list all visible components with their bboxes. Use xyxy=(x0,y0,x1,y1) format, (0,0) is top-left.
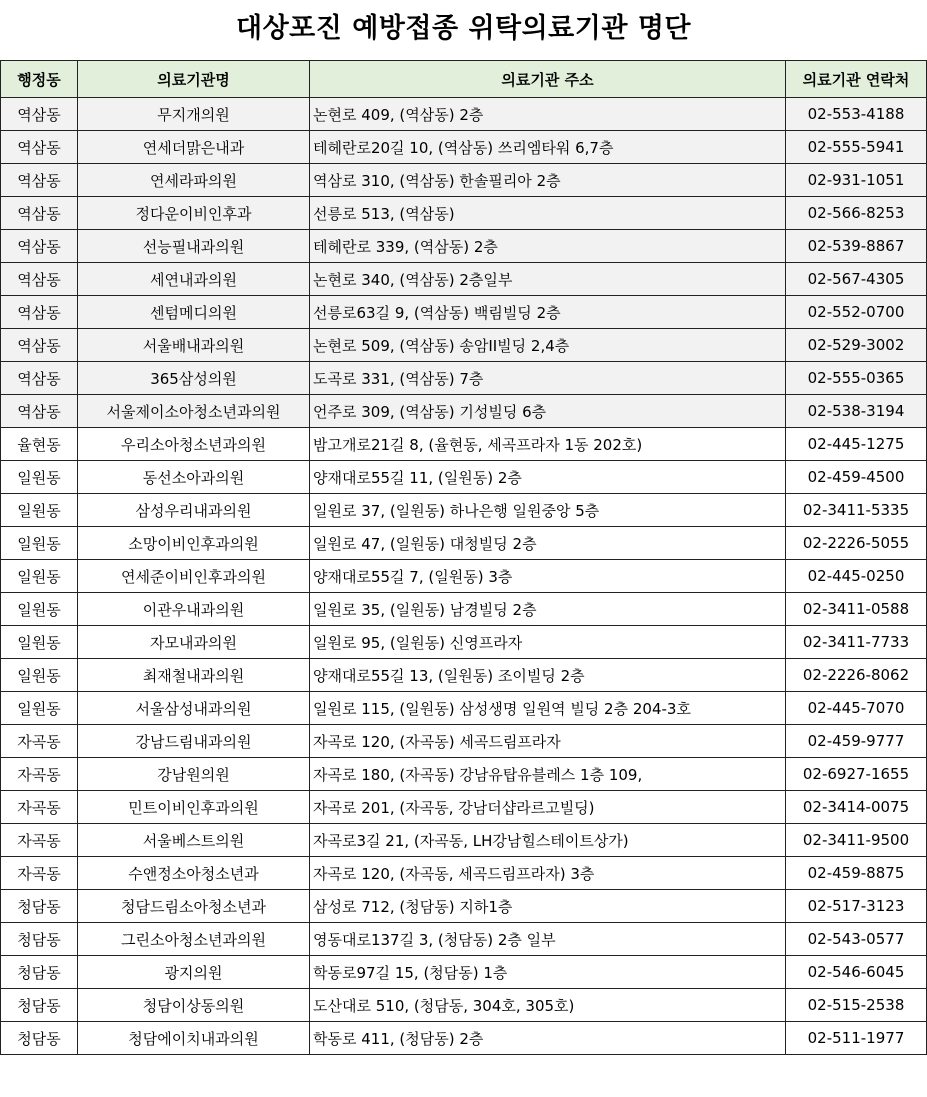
cell-name: 연세라파의원 xyxy=(78,164,310,197)
cell-name: 연세준이비인후과의원 xyxy=(78,560,310,593)
cell-phone: 02-517-3123 xyxy=(786,890,927,923)
table-row xyxy=(1,560,927,593)
cell-phone: 02-543-0577 xyxy=(786,923,927,956)
cell-phone: 02-6927-1655 xyxy=(786,758,927,791)
table-row xyxy=(1,428,927,461)
cell-phone: 02-459-4500 xyxy=(786,461,927,494)
cell-dong: 청담동 xyxy=(1,989,78,1022)
cell-name: 365삼성의원 xyxy=(78,362,310,395)
cell-phone: 02-552-0700 xyxy=(786,296,927,329)
cell-name: 동선소아과의원 xyxy=(78,461,310,494)
cell-phone: 02-931-1051 xyxy=(786,164,927,197)
cell-address: 일원로 95, (일원동) 신영프라자 xyxy=(310,626,786,659)
cell-phone: 02-445-1275 xyxy=(786,428,927,461)
cell-address: 양재대로55길 13, (일원동) 조이빌딩 2층 xyxy=(310,659,786,692)
cell-address: 언주로 309, (역삼동) 기성빌딩 6층 xyxy=(310,395,786,428)
clinic-table xyxy=(0,60,927,1055)
table-row xyxy=(1,131,927,164)
cell-phone: 02-459-8875 xyxy=(786,857,927,890)
cell-phone: 02-2226-5055 xyxy=(786,527,927,560)
cell-address: 자곡로 201, (자곡동, 강남더샵라르고빌딩) xyxy=(310,791,786,824)
cell-dong: 역삼동 xyxy=(1,98,78,131)
cell-name: 강남원의원 xyxy=(78,758,310,791)
cell-name: 삼성우리내과의원 xyxy=(78,494,310,527)
table-row xyxy=(1,395,927,428)
cell-address: 자곡로 120, (자곡동) 세곡드림프라자 xyxy=(310,725,786,758)
cell-name: 자모내과의원 xyxy=(78,626,310,659)
cell-dong: 일원동 xyxy=(1,527,78,560)
cell-dong: 청담동 xyxy=(1,1022,78,1055)
cell-dong: 역삼동 xyxy=(1,263,78,296)
cell-name: 서울베스트의원 xyxy=(78,824,310,857)
table-row xyxy=(1,230,927,263)
cell-address: 일원로 115, (일원동) 삼성생명 일원역 빌딩 2층 204-3호 xyxy=(310,692,786,725)
cell-address: 선릉로63길 9, (역삼동) 백림빌딩 2층 xyxy=(310,296,786,329)
table-row xyxy=(1,824,927,857)
table-row xyxy=(1,923,927,956)
table-row xyxy=(1,263,927,296)
table-row xyxy=(1,98,927,131)
cell-name: 서울삼성내과의원 xyxy=(78,692,310,725)
cell-address: 밤고개로21길 8, (율현동, 세곡프라자 1동 202호) xyxy=(310,428,786,461)
cell-dong: 역삼동 xyxy=(1,296,78,329)
table-row xyxy=(1,989,927,1022)
cell-dong: 역삼동 xyxy=(1,395,78,428)
cell-name: 청담이상동의원 xyxy=(78,989,310,1022)
cell-name: 강남드림내과의원 xyxy=(78,725,310,758)
cell-address: 선릉로 513, (역삼동) xyxy=(310,197,786,230)
header-name: 의료기관명 xyxy=(78,61,310,98)
table-row xyxy=(1,956,927,989)
cell-name: 그린소아청소년과의원 xyxy=(78,923,310,956)
cell-phone: 02-2226-8062 xyxy=(786,659,927,692)
cell-phone: 02-539-8867 xyxy=(786,230,927,263)
cell-address: 일원로 47, (일원동) 대청빌딩 2층 xyxy=(310,527,786,560)
cell-phone: 02-3411-5335 xyxy=(786,494,927,527)
cell-phone: 02-553-4188 xyxy=(786,98,927,131)
cell-address: 일원로 35, (일원동) 남경빌딩 2층 xyxy=(310,593,786,626)
cell-name: 선능필내과의원 xyxy=(78,230,310,263)
cell-address: 테헤란로20길 10, (역삼동) 쓰리엠타워 6,7층 xyxy=(310,131,786,164)
header-address: 의료기관 주소 xyxy=(310,61,786,98)
cell-address: 자곡로3길 21, (자곡동, LH강남힐스테이트상가) xyxy=(310,824,786,857)
cell-name: 청담에이치내과의원 xyxy=(78,1022,310,1055)
cell-dong: 자곡동 xyxy=(1,824,78,857)
cell-dong: 청담동 xyxy=(1,890,78,923)
cell-name: 우리소아청소년과의원 xyxy=(78,428,310,461)
cell-dong: 일원동 xyxy=(1,461,78,494)
table-header-row xyxy=(1,61,927,98)
cell-dong: 역삼동 xyxy=(1,164,78,197)
cell-name: 센텀메디의원 xyxy=(78,296,310,329)
table-row xyxy=(1,527,927,560)
cell-name: 무지개의원 xyxy=(78,98,310,131)
cell-address: 양재대로55길 11, (일원동) 2층 xyxy=(310,461,786,494)
table-row xyxy=(1,1022,927,1055)
cell-dong: 자곡동 xyxy=(1,791,78,824)
cell-name: 연세더맑은내과 xyxy=(78,131,310,164)
cell-phone: 02-567-4305 xyxy=(786,263,927,296)
cell-phone: 02-459-9777 xyxy=(786,725,927,758)
cell-address: 도곡로 331, (역삼동) 7층 xyxy=(310,362,786,395)
table-row xyxy=(1,857,927,890)
cell-dong: 청담동 xyxy=(1,956,78,989)
cell-dong: 자곡동 xyxy=(1,758,78,791)
cell-dong: 일원동 xyxy=(1,494,78,527)
cell-address: 역삼로 310, (역삼동) 한솔필리아 2층 xyxy=(310,164,786,197)
cell-phone: 02-529-3002 xyxy=(786,329,927,362)
cell-phone: 02-555-5941 xyxy=(786,131,927,164)
cell-phone: 02-511-1977 xyxy=(786,1022,927,1055)
cell-phone: 02-566-8253 xyxy=(786,197,927,230)
cell-phone: 02-445-0250 xyxy=(786,560,927,593)
cell-dong: 역삼동 xyxy=(1,131,78,164)
cell-phone: 02-3414-0075 xyxy=(786,791,927,824)
table-row xyxy=(1,197,927,230)
header-phone: 의료기관 연락처 xyxy=(786,61,927,98)
cell-dong: 일원동 xyxy=(1,626,78,659)
page-title: 대상포진 예방접종 위탁의료기관 명단 xyxy=(235,13,691,44)
cell-dong: 역삼동 xyxy=(1,230,78,263)
table-row xyxy=(1,890,927,923)
table-row xyxy=(1,758,927,791)
cell-phone: 02-538-3194 xyxy=(786,395,927,428)
cell-address: 도산대로 510, (청담동, 304호, 305호) xyxy=(310,989,786,1022)
cell-address: 학동로 411, (청담동) 2층 xyxy=(310,1022,786,1055)
cell-address: 일원로 37, (일원동) 하나은행 일원중앙 5층 xyxy=(310,494,786,527)
cell-name: 최재철내과의원 xyxy=(78,659,310,692)
cell-address: 삼성로 712, (청담동) 지하1층 xyxy=(310,890,786,923)
cell-name: 이관우내과의원 xyxy=(78,593,310,626)
cell-name: 세연내과의원 xyxy=(78,263,310,296)
cell-dong: 청담동 xyxy=(1,923,78,956)
cell-dong: 역삼동 xyxy=(1,329,78,362)
cell-name: 민트이비인후과의원 xyxy=(78,791,310,824)
cell-address: 논현로 409, (역삼동) 2층 xyxy=(310,98,786,131)
cell-name: 청담드림소아청소년과 xyxy=(78,890,310,923)
cell-address: 논현로 340, (역삼동) 2층일부 xyxy=(310,263,786,296)
cell-address: 자곡로 120, (자곡동, 세곡드림프라자) 3층 xyxy=(310,857,786,890)
table-row xyxy=(1,362,927,395)
cell-dong: 역삼동 xyxy=(1,362,78,395)
table-row xyxy=(1,164,927,197)
cell-name: 소망이비인후과의원 xyxy=(78,527,310,560)
cell-name: 수앤정소아청소년과 xyxy=(78,857,310,890)
cell-phone: 02-515-2538 xyxy=(786,989,927,1022)
table-row xyxy=(1,494,927,527)
cell-address: 영동대로137길 3, (청담동) 2층 일부 xyxy=(310,923,786,956)
table-row xyxy=(1,296,927,329)
cell-phone: 02-555-0365 xyxy=(786,362,927,395)
cell-address: 학동로97길 15, (청담동) 1층 xyxy=(310,956,786,989)
cell-address: 양재대로55길 7, (일원동) 3층 xyxy=(310,560,786,593)
table-row xyxy=(1,593,927,626)
cell-dong: 자곡동 xyxy=(1,725,78,758)
cell-name: 정다운이비인후과 xyxy=(78,197,310,230)
cell-dong: 일원동 xyxy=(1,659,78,692)
cell-phone: 02-546-6045 xyxy=(786,956,927,989)
table-row xyxy=(1,461,927,494)
cell-dong: 일원동 xyxy=(1,692,78,725)
table-row xyxy=(1,692,927,725)
cell-name: 광지의원 xyxy=(78,956,310,989)
table-row xyxy=(1,791,927,824)
cell-dong: 자곡동 xyxy=(1,857,78,890)
header-dong: 행정동 xyxy=(1,61,78,98)
cell-dong: 율현동 xyxy=(1,428,78,461)
cell-name: 서울배내과의원 xyxy=(78,329,310,362)
table-row xyxy=(1,725,927,758)
table-row xyxy=(1,659,927,692)
table-row xyxy=(1,626,927,659)
cell-address: 논현로 509, (역삼동) 송암II빌딩 2,4층 xyxy=(310,329,786,362)
cell-address: 자곡로 180, (자곡동) 강남유탑유블레스 1층 109, xyxy=(310,758,786,791)
cell-dong: 일원동 xyxy=(1,593,78,626)
cell-phone: 02-445-7070 xyxy=(786,692,927,725)
cell-dong: 역삼동 xyxy=(1,197,78,230)
cell-name: 서울제이소아청소년과의원 xyxy=(78,395,310,428)
cell-phone: 02-3411-0588 xyxy=(786,593,927,626)
table-row xyxy=(1,329,927,362)
cell-dong: 일원동 xyxy=(1,560,78,593)
cell-address: 테헤란로 339, (역삼동) 2층 xyxy=(310,230,786,263)
cell-phone: 02-3411-7733 xyxy=(786,626,927,659)
cell-phone: 02-3411-9500 xyxy=(786,824,927,857)
